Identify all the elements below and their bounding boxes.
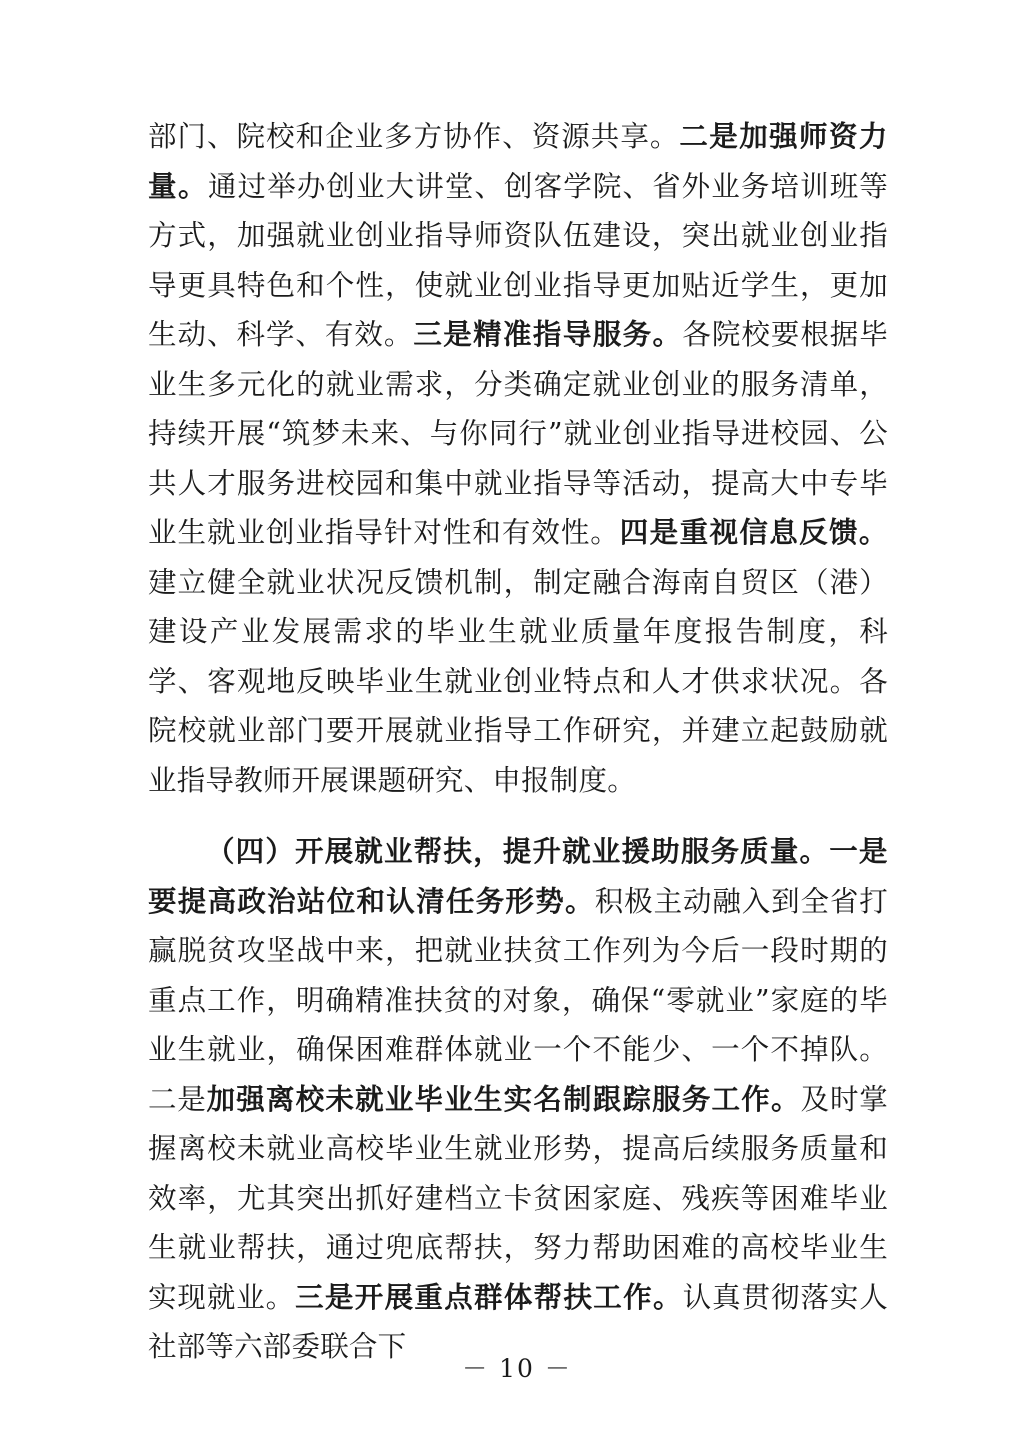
- paragraph-spacer: [148, 805, 888, 827]
- paragraph-2: [148, 827, 888, 1372]
- text-run: 认真贯彻落实人社部等六部委联合下: [148, 1280, 888, 1363]
- emphasis-run: 二是加强师资力量。: [148, 119, 888, 203]
- emphasis-run: 三是开展重点群体帮扶工作。: [295, 1279, 683, 1314]
- text-run: 部门、院校和企业多方协作、资源共享。: [148, 120, 680, 153]
- text-run: 通过举办创业大讲堂、创客学院、省外业务培训班等方式，加强就业创业指导师资队伍建设，突出就业创业指导更具特色和个性，使就业创业指导更加贴近学生，更加生动、科学、有效。: [148, 169, 888, 351]
- paragraph-1: [148, 112, 888, 805]
- page-number: － 10 －: [462, 1354, 572, 1383]
- emphasis-run: （四）开展就业帮扶，提升就业援助服务质量。一是要提高政治站位和认清任务形势。: [148, 834, 888, 918]
- emphasis-run: 三是精准指导服务。: [413, 317, 683, 351]
- emphasis-run: 加强离校未就业毕业生实名制跟踪服务工作。: [206, 1081, 801, 1116]
- text-run: 建立健全就业状况反馈机制，制定融合海南自贸区（港）建设产业发展需求的毕业生就业质量年度报告制度，科学、客观地反映毕业生就业创业特点和人才供求状况。各院校就业部门要开展就业指导工作研究，并建立起鼓励就业指导教师开展课题研究、申报制度。: [148, 565, 888, 797]
- text-run: 积极主动融入到全省打赢脱贫攻坚战中来，把就业扶贫工作列为今后一段时期的重点工作，明确精准扶贫的对象，确保“零就业”家庭的毕业生就业，确保困难群体就业一个不能少、一个不掉队。二是: [148, 884, 888, 1116]
- text-run: 各院校要根据毕业生多元化的就业需求，分类确定就业创业的服务清单，持续开展“筑梦未来、与你同行”就业创业指导进校园、公共人才服务进校园和集中就业指导等活动，提高大中专毕业生就业创业指导针对性和有效性。: [148, 318, 888, 549]
- emphasis-run: 四是重视信息反馈。: [619, 515, 888, 549]
- page-body: [148, 112, 888, 1372]
- text-run: 及时掌握离校未就业高校毕业生就业形势，提高后续服务质量和效率，尤其突出抓好建档立卡贫困家庭、残疾等困难毕业生就业帮扶，通过兜底帮扶，努力帮助困难的高校毕业生实现就业。: [148, 1082, 888, 1314]
